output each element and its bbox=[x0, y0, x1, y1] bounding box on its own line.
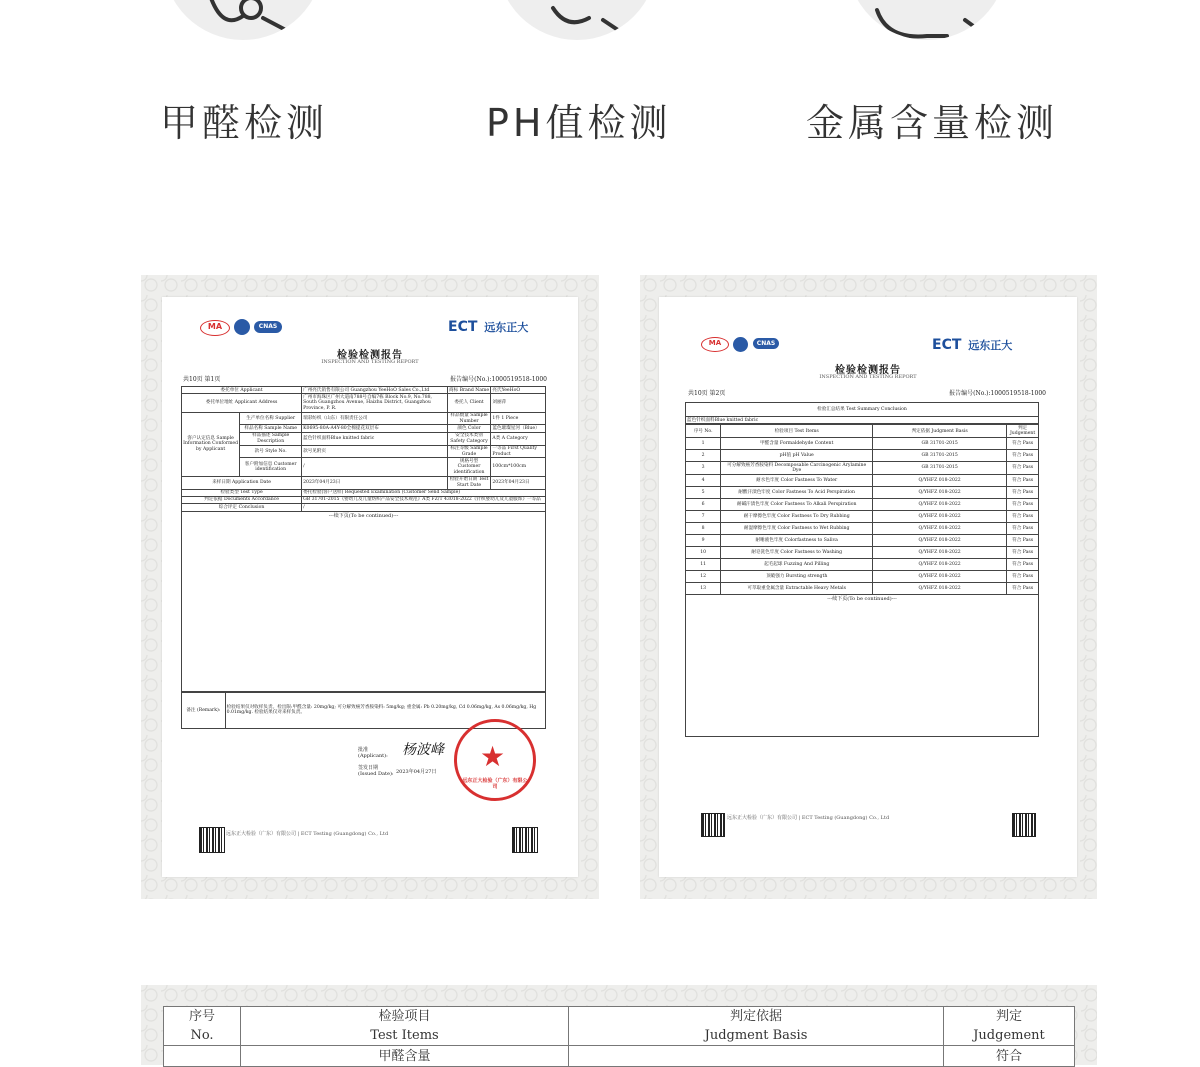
header-no-en: No. bbox=[190, 1028, 214, 1043]
row-basis bbox=[569, 1046, 944, 1067]
seal-star-icon: ★ bbox=[480, 740, 506, 773]
table-row bbox=[686, 523, 1039, 535]
row-item: 可萃取重金属含量 Extractable Heavy Metals bbox=[721, 583, 873, 595]
approve-label: 批准 (Applicant): bbox=[358, 747, 388, 759]
report-footer: 远东正大检验（广东）有限公司 | ECT Testing (Guangdong) Co., Ltd bbox=[727, 815, 890, 821]
company-seal bbox=[454, 719, 536, 801]
row-label: 来样日期 Application Date bbox=[182, 476, 302, 489]
table-row bbox=[164, 1046, 1075, 1067]
row-label: 检验类型 Test Type bbox=[182, 489, 302, 496]
row-no: 13 bbox=[686, 583, 721, 595]
row-item: 可分解致癌芳香胺染料 Decomposable Carcinogenic Arylamine Dye bbox=[721, 462, 873, 475]
report-subtitle: INSPECTION AND TESTING REPORT bbox=[321, 359, 419, 365]
row-label-2: 样品数量 Sample Number bbox=[447, 412, 491, 425]
header-no-cn: 序号 bbox=[188, 1009, 215, 1024]
accreditation-text bbox=[284, 321, 306, 327]
row-value: 委托检验(客户送样) Requested Examination (Customer Send Sample) bbox=[302, 489, 546, 496]
row-label: 委托单位地址 Applicant Address bbox=[182, 394, 302, 412]
row-no: 2 bbox=[686, 450, 721, 462]
table-row bbox=[686, 450, 1039, 462]
table-row bbox=[686, 535, 1039, 547]
row-judgement: 符合 Pass bbox=[1007, 511, 1039, 523]
row-value: 瑞彩纺织（山东）有限责任公司 bbox=[302, 412, 448, 425]
header-judgment-basis bbox=[569, 1007, 944, 1046]
row-judgement: 符合 Pass bbox=[1007, 487, 1039, 499]
bottom-summary-table bbox=[163, 1006, 1075, 1067]
row-no: 7 bbox=[686, 511, 721, 523]
row-no: 9 bbox=[686, 535, 721, 547]
table-row bbox=[182, 504, 546, 511]
report-2-frame bbox=[640, 275, 1097, 899]
sample-info-group-label: 客户认定信息 Sample Information Conformed by Applicant bbox=[182, 412, 240, 476]
report-footer: 远东正大检验（广东）有限公司 | ECT Testing (Guangdong) Co., Ltd bbox=[226, 831, 389, 837]
row-judgement: 符合 Pass bbox=[1007, 559, 1039, 571]
row-judgement: 符合 Pass bbox=[1007, 462, 1039, 475]
table-header-row bbox=[164, 1007, 1075, 1046]
row-value-2: 蓝色璀璨星河（Blue） bbox=[491, 425, 546, 432]
row-label: 客户附加信息 Customer identification bbox=[240, 458, 302, 476]
row-value: 广州亮氏销售有限公司 Guangzhou YeeHoO Sales Co.,Ltd bbox=[302, 387, 448, 394]
formaldehyde-test-icon bbox=[163, 0, 323, 40]
table-row bbox=[182, 496, 546, 503]
row-label: 款号 Style No. bbox=[240, 445, 302, 458]
category-label-formaldehyde: 甲醛检测 bbox=[160, 101, 329, 145]
table-row bbox=[686, 487, 1039, 499]
ect-logo-cn: 远东正大 bbox=[968, 339, 1013, 352]
row-value-2: 刘丽萍 bbox=[491, 394, 546, 412]
page-info: 共10页 第2页 bbox=[688, 390, 726, 397]
issue-date-label: 签发日期 (Issued Date): bbox=[358, 765, 394, 777]
ilac-logo bbox=[234, 319, 250, 335]
row-basis: Q/YHFZ 018-2022 bbox=[873, 499, 1007, 511]
row-judgement: 符合 Pass bbox=[1007, 438, 1039, 450]
row-label: 样品描述 Sample Description bbox=[240, 432, 302, 445]
row-no: 4 bbox=[686, 475, 721, 487]
ect-logo-cn: 远东正大 bbox=[484, 321, 529, 334]
row-judgement: 符合 bbox=[944, 1046, 1075, 1067]
row-label-2: 颜色 Color bbox=[447, 425, 491, 432]
cnas-logo: CNAS bbox=[753, 338, 779, 349]
row-basis: Q/YHFZ 018-2022 bbox=[873, 583, 1007, 595]
row-label: 综合评定 Conclusion bbox=[182, 504, 302, 511]
row-item: pH值 pH Value bbox=[721, 450, 873, 462]
row-basis: GB 31701-2015 bbox=[873, 438, 1007, 450]
header-judgement bbox=[944, 1007, 1075, 1046]
ma-logo: MA bbox=[200, 320, 230, 336]
row-item: 耐酸汗渍色牢度 Color Fastness To Acid Perspiration bbox=[721, 487, 873, 499]
report-2-page bbox=[659, 297, 1077, 877]
ect-logo bbox=[932, 337, 1012, 353]
row-no: 6 bbox=[686, 499, 721, 511]
row-no: 5 bbox=[686, 487, 721, 499]
row-judgement: 符合 Pass bbox=[1007, 547, 1039, 559]
remark-label: 备注 (Remark): bbox=[182, 692, 226, 728]
report-1-page bbox=[162, 297, 578, 877]
report-subtitle: INSPECTION AND TESTING REPORT bbox=[819, 374, 917, 380]
row-item: 顶破强力 Bursting strength bbox=[721, 571, 873, 583]
table-row bbox=[686, 438, 1039, 450]
row-basis: Q/YHFZ 018-2022 bbox=[873, 547, 1007, 559]
row-basis: Q/YHFZ 018-2022 bbox=[873, 535, 1007, 547]
seal-text: 远东正大检验（广东）有限公司 bbox=[462, 778, 528, 790]
table-row bbox=[686, 547, 1039, 559]
sample-description: 蓝色针织面料Blue knitted fabric bbox=[686, 417, 1039, 424]
row-label-2: 委托人 Client bbox=[447, 394, 491, 412]
row-judgement: 符合 Pass bbox=[1007, 535, 1039, 547]
table-row bbox=[182, 387, 546, 394]
row-label-2: 规格号型 Customer identification bbox=[447, 458, 491, 476]
row-no: 8 bbox=[686, 523, 721, 535]
row-value: 2023年04月23日 bbox=[302, 476, 448, 489]
report-1-frame bbox=[141, 275, 599, 899]
header-basis-en: Judgment Basis bbox=[704, 1028, 808, 1043]
row-value-2: 100cm*100cm bbox=[491, 458, 546, 476]
row-label-2: 安全技术类别 Safety Category bbox=[447, 432, 491, 445]
row-judgement: 符合 Pass bbox=[1007, 450, 1039, 462]
report-number: 报告编号(No.):1000519518-1000 bbox=[949, 390, 1046, 397]
remark-text: 检验结果仅对收样负责。检出限:甲醛含量: 20mg/kg; 可分解致癌芳香胺染料: 5mg/kg; 重金属: Pb 0.20mg/kg, Cd 0.06mg/kg, As 0.06mg/kg, Hg 0.01mg/kg. 检验结果仅对来样负责。 bbox=[225, 692, 545, 728]
table-row bbox=[182, 489, 546, 496]
row-basis: Q/YHFZ 018-2022 bbox=[873, 487, 1007, 499]
qr-code-left bbox=[701, 813, 725, 837]
table-row bbox=[686, 499, 1039, 511]
row-basis: Q/YHFZ 018-2022 bbox=[873, 511, 1007, 523]
table-row bbox=[182, 394, 546, 412]
table-header-row bbox=[686, 425, 1039, 438]
table-row bbox=[182, 412, 546, 425]
table-row bbox=[686, 475, 1039, 487]
header-judgement-en: Judgement bbox=[973, 1028, 1045, 1043]
row-item: 甲醛含量 Formaldehyde Content bbox=[721, 438, 873, 450]
row-value-2: 一等品 First Quality Product bbox=[491, 445, 546, 458]
row-judgement: 符合 Pass bbox=[1007, 571, 1039, 583]
column-header: 检验项目 Test Items bbox=[721, 425, 873, 438]
row-basis: GB 31701-2015 bbox=[873, 462, 1007, 475]
column-header: 判定依据 Judgment Basis bbox=[873, 425, 1007, 438]
cnas-logo: CNAS bbox=[254, 321, 282, 333]
row-label-2: 标注等级 Sample Grade bbox=[447, 445, 491, 458]
row-basis: Q/YHFZ 018-2022 bbox=[873, 559, 1007, 571]
report-title: 检验检测报告 bbox=[835, 365, 901, 376]
row-label-2: 检验开始日期 Test Start Date bbox=[447, 476, 491, 489]
row-value-2: 1件 1 Piece bbox=[491, 412, 546, 425]
report-2-table bbox=[685, 402, 1039, 737]
row-label-2: 商标 Brand Name bbox=[448, 387, 490, 393]
row-no: 10 bbox=[686, 547, 721, 559]
issue-date: 2023年04月27日 bbox=[396, 769, 437, 775]
row-basis: Q/YHFZ 018-2022 bbox=[873, 571, 1007, 583]
row-item: 耐干摩擦色牢度 Color Fastness To Dry Rubbing bbox=[721, 511, 873, 523]
row-label: 委托单位 Applicant bbox=[182, 387, 302, 394]
row-value: 广州市海珠区广州大道南788号自编7栋 Block No.9, No.788, South Guangzhou Avenue, Haizhu District, Guangzhou Province, P. R. bbox=[302, 394, 448, 412]
qr-code-right bbox=[1012, 813, 1036, 837]
row-value: 款号见附页 bbox=[302, 445, 448, 458]
ect-logo-text: ECT bbox=[448, 319, 478, 335]
row-item: 耐碱汗渍色牢度 Color Fastness To Alkali Perspiration bbox=[721, 499, 873, 511]
row-no: 11 bbox=[686, 559, 721, 571]
table-row bbox=[686, 559, 1039, 571]
qr-code-right bbox=[512, 827, 538, 853]
page-info: 共10页 第1页 bbox=[183, 376, 221, 383]
ect-logo-text: ECT bbox=[932, 337, 962, 353]
table-row bbox=[182, 476, 546, 489]
report-1-table bbox=[181, 386, 546, 729]
row-item: 耐水色牢度 Color Fastness To Water bbox=[721, 475, 873, 487]
header-test-items-en: Test Items bbox=[370, 1028, 439, 1043]
table-row bbox=[686, 511, 1039, 523]
column-header: 序号 No. bbox=[686, 425, 721, 438]
header-no bbox=[164, 1007, 241, 1046]
row-item: 起毛起球 Fuzzing And Pilling bbox=[721, 559, 873, 571]
ilac-logo bbox=[733, 337, 748, 352]
row-value-2: A类 A Category bbox=[491, 432, 546, 445]
row-value: GB 31701-2015《婴幼儿及儿童纺织产品安全技术规范》A类 FZ/T 43018-2022《针织婴幼儿及儿童服饰》一等品 bbox=[302, 496, 546, 503]
row-label: 生产单位名称 Supplier bbox=[240, 412, 302, 425]
summary-title: 检验汇总结果 Test Summary Conclusion bbox=[686, 403, 1039, 417]
row-basis: GB 31701-2015 bbox=[873, 450, 1007, 462]
header-judgement-cn: 判定 bbox=[995, 1009, 1022, 1024]
row-basis: Q/YHFZ 018-2022 bbox=[873, 523, 1007, 535]
column-header: 判定 Judgement bbox=[1007, 425, 1039, 438]
continued-note: ---续下页(To be continued)--- bbox=[181, 512, 546, 692]
row-no: 3 bbox=[686, 462, 721, 475]
row-value-2: 亮氏YeeHoO bbox=[491, 387, 546, 394]
category-label-ph: PH值检测 bbox=[486, 101, 672, 145]
row-value: / bbox=[302, 458, 448, 476]
header-basis-cn: 判定依据 bbox=[729, 1009, 782, 1024]
qr-code-left bbox=[199, 827, 225, 853]
row-judgement: 符合 Pass bbox=[1007, 583, 1039, 595]
table-row bbox=[686, 583, 1039, 595]
metal-test-icon bbox=[847, 0, 1007, 40]
row-label: 样品名称 Sample Name bbox=[240, 425, 302, 432]
signature: 杨波峰 bbox=[402, 742, 444, 758]
row-no bbox=[164, 1046, 241, 1067]
row-judgement: 符合 Pass bbox=[1007, 499, 1039, 511]
continued-note: ---续下页(To be continued)--- bbox=[685, 595, 1039, 737]
row-value: 蓝色针织面料Blue knitted fabric bbox=[302, 432, 448, 445]
ect-logo bbox=[448, 319, 528, 335]
header-test-items bbox=[241, 1007, 569, 1046]
header-test-items-cn: 检验项目 bbox=[378, 1009, 431, 1024]
report-title: 检验检测报告 bbox=[337, 350, 403, 361]
row-judgement: 符合 Pass bbox=[1007, 475, 1039, 487]
row-value: / bbox=[302, 504, 546, 511]
category-label-metal: 金属含量检测 bbox=[806, 101, 1059, 145]
row-basis: Q/YHFZ 018-2022 bbox=[873, 475, 1007, 487]
row-value: K0695-80A-A4Y-80全棉提花双层布 bbox=[302, 425, 448, 432]
row-item: 耐唾液色牢度 Colorfastness to Saliva bbox=[721, 535, 873, 547]
table-row bbox=[686, 462, 1039, 475]
row-item: 耐湿摩擦色牢度 Color Fastness to Wet Rubbing bbox=[721, 523, 873, 535]
row-judgement: 符合 Pass bbox=[1007, 523, 1039, 535]
row-item: 耐皂洗色牢度 Color Fastness to Washing bbox=[721, 547, 873, 559]
ph-test-icon bbox=[497, 0, 657, 40]
row-value-2: 2023年04月23日 bbox=[491, 476, 546, 489]
row-no: 1 bbox=[686, 438, 721, 450]
ma-logo: MA bbox=[701, 337, 729, 352]
table-row bbox=[686, 571, 1039, 583]
row-item: 甲醛含量 bbox=[241, 1046, 569, 1067]
row-no: 12 bbox=[686, 571, 721, 583]
row-label: 判定依据 Documents Accordance bbox=[182, 496, 302, 503]
report-number: 报告编号(No.):1000519518-1000 bbox=[450, 376, 547, 383]
